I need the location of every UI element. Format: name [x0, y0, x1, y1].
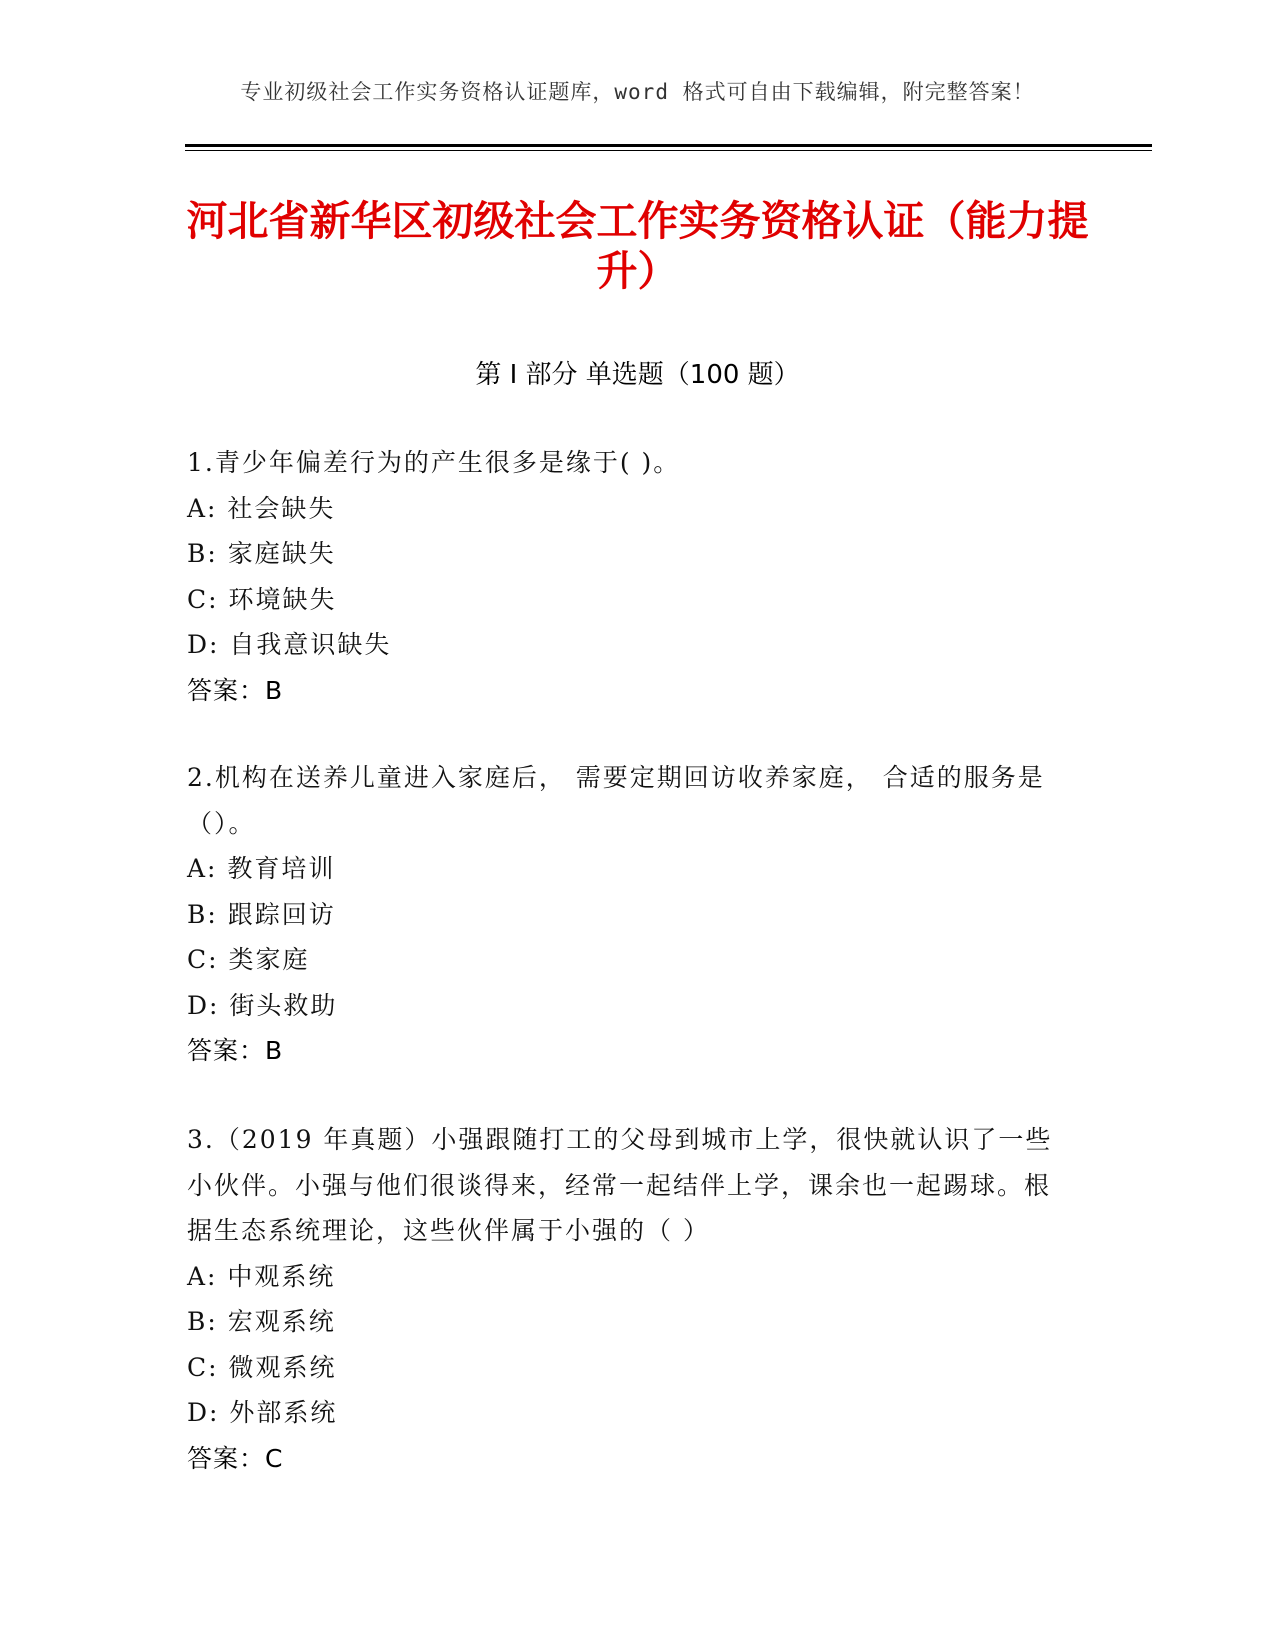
option-c: C: 环境缺失 [187, 584, 337, 614]
option-b: B: 家庭缺失 [187, 539, 336, 568]
option-c: C: 类家庭 [187, 945, 310, 974]
header-note: 专业初级社会工作实务资格认证题库，word 格式可自由下载编辑，附完整答案！ [240, 80, 1035, 104]
question-stem: 1.青少年偏差行为的产生很多是缘于( )。 [187, 448, 681, 477]
option-a: A: 社会缺失 [187, 493, 336, 523]
option-a: A: 中观系统 [187, 1261, 336, 1291]
option-c: C: 微观系统 [187, 1352, 337, 1382]
answer-line: 答案：B [187, 675, 284, 705]
question-block-1 [187, 440, 1067, 713]
question-stem: 3.（2019 年真题）小强跟随打工的父母到城市上学，很快就认识了一些小伙伴。小强与他们很谈得来，经常一起结伴上学，课余也一起踢球。根据生态系统理论，这些伙伴属于小强的（ ） [187, 1125, 1053, 1245]
question-block-3 [187, 1117, 1067, 1481]
option-b: B: 宏观系统 [187, 1307, 336, 1336]
option-d: D: 自我意识缺失 [187, 630, 392, 659]
section-title: 第 I 部分 单选题（100 题） [475, 360, 800, 390]
header-divider-thin [185, 150, 1152, 151]
option-d: D: 外部系统 [187, 1398, 338, 1427]
question-block-2 [187, 755, 1067, 1074]
document-title: 河北省新华区初级社会工作实务资格认证（能力提升） [186, 197, 1089, 295]
question-stem: 2.机构在送养儿童进入家庭后， 需要定期回访收养家庭， 合适的服务是（）。 [187, 763, 1045, 838]
option-b: B: 跟踪回访 [187, 899, 336, 929]
header-divider-thick [185, 144, 1152, 147]
answer-line: 答案：B [187, 1036, 284, 1065]
option-a: A: 教育培训 [187, 854, 336, 883]
option-d: D: 街头救助 [187, 990, 338, 1020]
answer-line: 答案：C [187, 1443, 284, 1473]
